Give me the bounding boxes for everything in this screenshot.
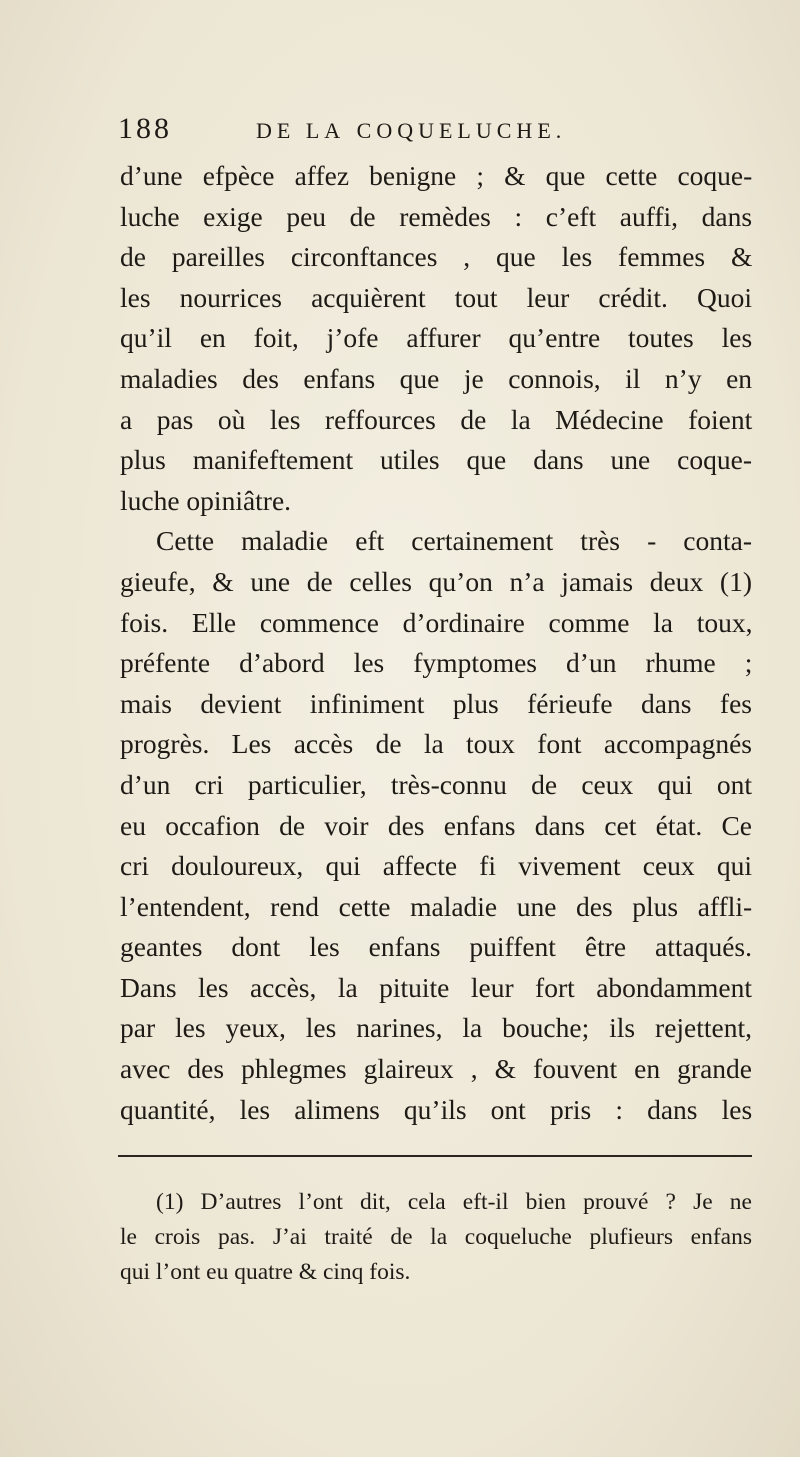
- text-line: d’un cri particulier, très-connu de ceux qui ont: [120, 768, 752, 800]
- text-line: geantes dont les enfans puiffent être attaqués.: [120, 931, 752, 963]
- text-line: l’entendent, rend cette maladie une des plus affli-: [120, 890, 753, 922]
- text-line: avec des phlegmes glaireux , & fouvent en grande: [120, 1053, 752, 1085]
- main-text: [120, 156, 752, 1130]
- text-line: préfente d’abord les fymptomes d’un rhume ;: [120, 647, 753, 679]
- text-line: eu occafion de voir des enfans dans cet état. Ce: [120, 809, 752, 841]
- footnote-line: (1) D’autres l’ont dit, cela eft-il bien prouvé ? Je ne: [156, 1189, 752, 1215]
- text-line: maladies des enfans que je connois, il n’y en: [120, 362, 753, 394]
- footnote-line: le crois pas. J’ai traité de la coqueluche plufieurs enfans: [120, 1224, 752, 1250]
- footnote-divider: [118, 1155, 752, 1157]
- text-line: fois. Elle commence d’ordinaire comme la toux,: [120, 606, 753, 638]
- text-line: luche exige peu de remèdes : c’eft auffi, dans: [120, 200, 753, 232]
- text-line: de pareilles circonftances , que les femmes &: [120, 241, 753, 273]
- running-title-main: COQUELUCHE.: [356, 118, 567, 143]
- text-line: Cette maladie eft certainement très - conta-: [156, 525, 752, 557]
- text-line: par les yeux, les narines, la bouche; ils rejettent,: [120, 1012, 752, 1044]
- footnotes: [120, 1185, 752, 1290]
- running-title: [256, 112, 566, 146]
- text-line: les nourrices acquièrent tout leur crédit. Quoi: [120, 281, 752, 313]
- text-line: quantité, les alimens qu’ils ont pris : dans les: [120, 1093, 753, 1125]
- text-line: a pas où les reffources de la Médecine foient: [120, 403, 753, 435]
- text-line: progrès. Les accès de la toux font accompagnés: [120, 728, 752, 760]
- text-line: gieufe, & une de celles qu’on n’a jamais deux (1): [120, 565, 752, 597]
- text-line: Dans les accès, la pituite leur fort abondamment: [120, 971, 752, 1003]
- text-line: d’une efpèce affez benigne ; & que cette coque-: [120, 160, 753, 191]
- text-line: qu’il en foit, j’ofe affurer qu’entre toutes les: [120, 322, 753, 354]
- text-line: cri douloureux, qui affecte fi vivement ceux qui: [120, 850, 752, 882]
- footnote-line: qui l’ont eu quatre & cinq fois.: [120, 1259, 411, 1285]
- running-title-prefix: DE LA: [256, 118, 346, 143]
- text-line: mais devient infiniment plus férieufe dans fes: [120, 687, 752, 719]
- page-header: [118, 112, 758, 160]
- text-line: plus manifeftement utiles que dans une coque-: [120, 444, 752, 476]
- page-number: 188: [118, 112, 172, 145]
- text-line: luche opiniâtre.: [120, 484, 292, 516]
